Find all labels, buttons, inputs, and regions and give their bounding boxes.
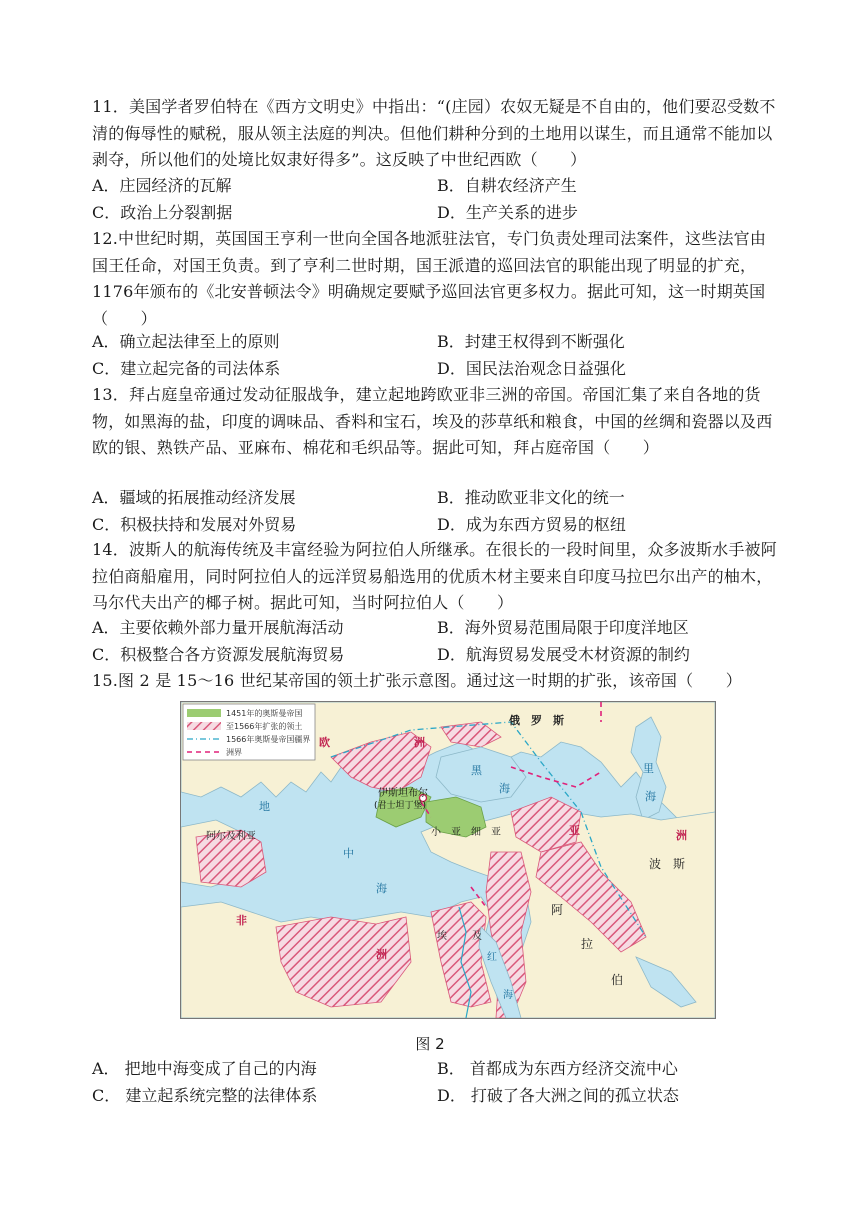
question-14-options (92, 615, 782, 668)
option-b[interactable]: B．自耕农经济产生 (437, 176, 577, 195)
label-arabia-1: 阿 (551, 903, 564, 917)
option-b[interactable]: B．推动欧亚非文化的统一 (437, 488, 625, 507)
option-a[interactable]: A．庄园经济的瓦解 (92, 176, 232, 195)
figure-caption: 图 2 (415, 1035, 445, 1053)
label-caspian-2: 海 (645, 790, 656, 803)
legend-label-expansion: 至1566年扩张的领土 (226, 722, 303, 731)
option-c[interactable]: C．建立起完备的司法体系 (92, 358, 281, 378)
label-persia: 波 斯 (649, 857, 686, 871)
question-15 (92, 668, 782, 695)
label-egypt-1: 埃 (437, 931, 447, 942)
option-a[interactable]: A．主要依赖外部力量开展航海活动 (92, 618, 344, 637)
option-b[interactable]: B．海外贸易范围局限于印度洋地区 (437, 618, 689, 637)
label-europe-2: 洲 (414, 736, 425, 749)
label-med-1: 地 (259, 800, 270, 813)
option-a[interactable]: A．确立起法律至上的原则 (92, 332, 280, 351)
label-red-sea-2: 海 (503, 990, 513, 1001)
label-europe-1: 欧 (319, 736, 330, 749)
question-11 (92, 94, 782, 174)
legend-label-border: 1566年奥斯曼帝国疆界 (226, 735, 311, 744)
label-black-sea-1: 黑 (471, 764, 482, 777)
question-12 (92, 226, 782, 332)
option-c[interactable]: C．积极扶持和发展对外贸易 (92, 514, 297, 534)
label-africa-2: 洲 (376, 948, 387, 961)
option-c[interactable]: C．政治上分裂割据 (92, 202, 233, 222)
label-asia-2: 洲 (676, 829, 687, 842)
legend-label-continent: 洲界 (226, 748, 242, 757)
question-15-text: 15.图 2 是 15～16 世纪某帝国的领土扩张示意图。通过这一时期的扩张，该帝国（ ） (92, 671, 742, 690)
label-med-3: 海 (376, 882, 387, 895)
option-c[interactable]: C．积极整合各方资源发展航海贸易 (92, 644, 345, 664)
label-caspian-1: 里 (643, 762, 654, 775)
option-a[interactable]: A． 把地中海变成了自己的内海 (92, 1059, 317, 1078)
label-arabia-3: 伯 (611, 973, 624, 987)
option-d[interactable]: D．航海贸易发展受木材资源的制约 (437, 644, 690, 664)
label-istanbul: 伊斯坦布尔 (378, 788, 428, 799)
question-12-options (92, 329, 782, 382)
legend-label-core: 1451年的奥斯曼帝国 (226, 709, 303, 718)
question-11-text: 11．美国学者罗伯特在《西方文明史》中指出：“(庄园）农奴无疑是不自由的，他们要忍受数不清的侮辱性的赋税，服从领主法庭的判决。但他们耕种分到的土地用以谋生，而且通常不能加以剥夺，所以他们的处境比奴隶好得多”。这反映了中世纪西欧（ ） (92, 97, 776, 169)
label-algeria: 阿尔及利亚 (206, 831, 256, 842)
map-legend (183, 704, 315, 760)
question-12-text: 12.中世纪时期，英国国王亨利一世向全国各地派驻法官，专门负责处理司法案件，这些法官由国王任命，对国王负责。到了亨利二世时期，国王派遣的巡回法官的职能出现了明显的扩充，1176年颁布的《北安普顿法令》明确规定要赋予巡回法官更多权力。据此可知，这一时期英国（ ） (92, 229, 767, 328)
question-15-options (92, 1056, 782, 1109)
legend-swatch-core (187, 709, 221, 717)
option-d[interactable]: D．生产关系的进步 (437, 202, 578, 222)
option-d[interactable]: D．成为东西方贸易的枢纽 (437, 514, 626, 534)
question-13-text: 13．拜占庭皇帝通过发动征服战争，建立起地跨欧亚非三洲的帝国。帝国汇集了来自各地的货物，如黑海的盐，印度的调味品、香料和宝石，埃及的莎草纸和粮食，中国的丝绸和瓷器以及西欧的银、熟铁产品、亚麻布、棉花和毛织品等。据此可知，拜占庭帝国（ ） (92, 385, 773, 457)
question-13-options (92, 485, 782, 538)
label-black-sea-2: 海 (499, 782, 510, 795)
option-c[interactable]: C． 建立起系统完整的法律体系 (92, 1085, 318, 1105)
label-russia: 俄 罗 斯 (509, 714, 564, 727)
label-arabia-2: 拉 (581, 937, 594, 951)
question-14-text: 14．波斯人的航海传统及丰富经验为阿拉伯人所继承。在很长的一段时间里，众多波斯水手被阿拉伯商船雇用，同时阿拉伯人的远洋贸易船选用的优质木材主要来自印度马拉巴尔出产的柚木，马尔代夫出产的椰子树。据此可知，当时阿拉伯人（ ） (92, 540, 777, 612)
option-b[interactable]: B． 首都成为东西方经济交流中心 (437, 1059, 678, 1078)
option-b[interactable]: B．封建王权得到不断强化 (437, 332, 625, 351)
option-a[interactable]: A．疆域的拓展推动经济发展 (92, 488, 296, 507)
question-14 (92, 537, 782, 617)
label-egypt-2: 及 (472, 931, 482, 942)
label-med-2: 中 (343, 847, 354, 860)
label-asia-minor: 小 亚 细 亚 (431, 827, 501, 838)
ottoman-expansion-map (180, 701, 716, 1019)
label-red-sea-1: 红 (487, 952, 497, 963)
option-d[interactable]: D．国民法治观念日益强化 (437, 358, 626, 378)
label-africa-1: 非 (236, 914, 247, 927)
label-istanbul-alt: (君士坦丁堡) (374, 801, 427, 811)
legend-swatch-expansion (187, 722, 221, 730)
question-13 (92, 382, 782, 462)
option-d[interactable]: D． 打破了各大洲之间的孤立状态 (437, 1085, 679, 1105)
label-asia-1: 亚 (569, 824, 580, 837)
question-11-options (92, 173, 782, 226)
